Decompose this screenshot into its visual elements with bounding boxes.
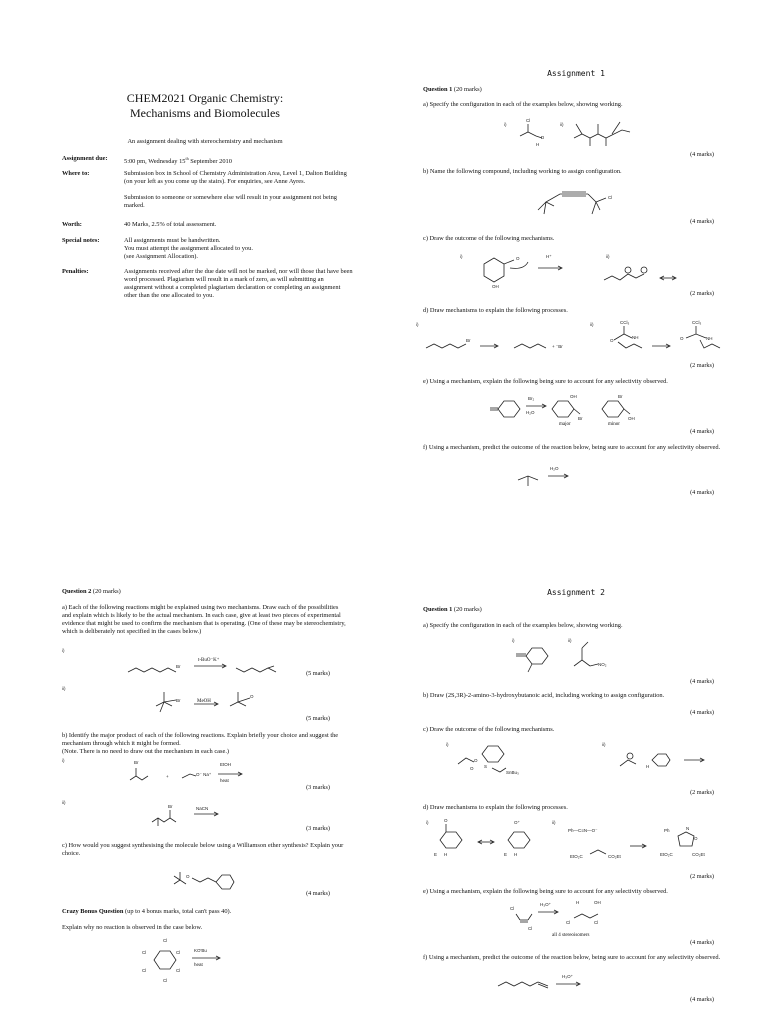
a1-question1-line [423,86,482,94]
a2-b-marks: (4 marks) [690,709,714,716]
q2-b-i-reaction [60,758,310,788]
svg-text:heat: heat [194,962,203,967]
q2-b-ii-reaction [60,800,310,830]
svg-text:Cl: Cl [163,938,168,943]
a1-a-structures [494,114,714,150]
q2-bonus-note: (up to 4 bonus marks, total can't pass 40). [125,908,232,915]
a2-part-c: c) Draw the outcome of the following mechanisms. [423,726,555,733]
svg-text:NO₂: NO₂ [598,662,607,667]
a2-part-f: f) Using a mechanism, predict the outcome of the reaction below, being sure to account for any selectivity observed. [423,954,721,961]
cover-title-line2: Mechanisms and Biomolecules [130,106,280,120]
svg-text:i): i) [426,820,429,825]
svg-text:+: + [166,774,169,779]
a1-e-structures [484,390,714,430]
a1-e-marks: (4 marks) [690,428,714,435]
q2-part-b-note: (Note. There is no need to draw out the mechanism in each case.) [62,748,230,755]
svg-text:ii): ii) [560,122,564,127]
a2-d-marks: (2 marks) [690,873,714,880]
assignment1-page [384,0,768,512]
svg-text:H⁺: H⁺ [546,254,552,259]
q2-title: Question 2 [62,588,92,595]
penalties-text: Assignments received after the due date will not be marked, nor will those that have been word processed. Plagiarism will result in a mark of zero, as will submitting an assignment without a completed plagiarism declaration or completing an assignment other than the one allocated to you. [124,268,353,299]
svg-text:EtO₂C: EtO₂C [570,854,583,859]
assignment2-page [384,512,768,1024]
a1-part-e: e) Using a mechanism, explain the following being sure to account for any selectivity observed. [423,378,668,385]
a2-a-structures [504,636,704,676]
a2-f-structure [494,970,614,994]
q2-part-c: c) How would you suggest synthesising the molecule below using a Williamson ether synthesis? Explain your choice. [62,842,344,857]
a2-question1-line [423,606,482,614]
svg-text:H: H [444,852,448,857]
question2-page [0,512,384,1024]
svg-text:Cl: Cl [163,978,168,983]
svg-text:Cl: Cl [510,906,515,911]
svg-text:ii): ii) [590,322,594,327]
a2-f-marks: (4 marks) [690,996,714,1003]
svg-text:O: O [474,758,478,763]
q2-part-b: b) Identify the major product of each of the following reactions. Explain briefly your choice and suggest the mechanism through which it might be formed. [62,732,339,747]
q2-bonus-structure [140,936,250,986]
svg-text:Cl: Cl [142,950,147,955]
svg-text:H₂O: H₂O [550,466,559,471]
a2-e-note: all 4 stereoisomers [552,933,590,938]
svg-text:O: O [444,818,448,823]
q2-b-ii-marks: (3 marks) [306,825,330,832]
svg-text:Br: Br [134,760,139,765]
a1-e-major: major [559,422,571,427]
svg-text:E: E [504,852,508,857]
a1-f-structure [514,462,594,490]
svg-text:Br₂: Br₂ [528,396,535,401]
a1-b-structure [534,180,654,220]
svg-text:i): i) [504,122,507,127]
svg-text:i): i) [460,254,463,259]
svg-text:Cl: Cl [142,968,147,973]
due-text: 5:00 pm, Wednesday 15th September 2010 [124,156,232,166]
a1-f-marks: (4 marks) [690,489,714,496]
a1-e-minor: minor [608,422,620,427]
a2-d-structures [424,816,724,866]
svg-text:Br: Br [618,394,623,399]
a2-part-e: e) Using a mechanism, explain the following being sure to account for any selectivity observed. [423,888,668,895]
where-label: Where to: [62,170,90,177]
svg-text:H: H [536,142,540,147]
svg-text:H: H [576,900,580,905]
svg-text:Ph: Ph [664,828,670,833]
q2-part-a: a) Each of the following reactions might be explained using two mechanisms. Draw each of the possibilities and explain which is likely to be the actual mechanism. In each case, give at least two pieces of experimental evidence that might be used to confirm the mechanism that is operating. (One of these may be stereochemistry, which is deliberately not specified in the cases below.) [62,604,346,635]
worth-label: Worth: [62,221,82,228]
svg-text:i): i) [416,322,419,327]
svg-text:Cl: Cl [526,118,531,123]
q2-a-i-marks: (5 marks) [306,670,330,677]
svg-text:Br: Br [578,416,583,421]
cover-title-line1: CHEM2021 Organic Chemistry: [126,91,284,105]
svg-text:i): i) [62,648,65,653]
penalties-label: Penalties: [62,268,89,275]
a2-c-structures [434,738,724,782]
a2-c-marks: (2 marks) [690,789,714,796]
q2-a-ii-reaction [60,684,310,716]
svg-text:O⁺: O⁺ [514,820,520,825]
svg-text:OH: OH [570,394,577,399]
svg-text:S: S [484,764,488,769]
svg-text:NH: NH [706,336,713,341]
special-label: Special notes: [62,237,100,244]
a2-part-b: b) Draw (2S,3R)-2-amino-3-hydroxybutanoic acid, including working to assign configuration. [423,692,665,699]
svg-text:Ph—C≡N—O⁻: Ph—C≡N—O⁻ [568,828,598,833]
a1-d-marks: (2 marks) [690,362,714,369]
worth-text: 40 Marks, 2.5% of total assessment. [124,221,217,228]
svg-text:E: E [434,852,438,857]
a2-e-marks: (4 marks) [690,939,714,946]
svg-text:O: O [680,336,684,341]
a2-e-structures [504,898,644,934]
q2-marks: (20 marks) [92,588,121,595]
a1-c-structures [454,250,724,292]
svg-text:NH: NH [632,335,639,340]
a1-part-c: c) Draw the outcome of the following mechanisms. [423,235,555,242]
svg-text:ii): ii) [552,820,556,825]
svg-text:CO₂Et: CO₂Et [692,852,705,857]
q2-a-i-reaction [60,646,310,676]
a1-part-a: a) Specify the configuration in each of the examples below, showing working. [423,101,623,108]
svg-text:Cl: Cl [528,926,533,931]
assignment2-heading: Assignment 2 [547,588,605,597]
q2-heading-line [62,588,121,596]
svg-text:Br: Br [466,338,471,343]
svg-text:Br: Br [176,698,181,703]
svg-text:O: O [186,874,190,879]
svg-text:i): i) [62,758,65,763]
svg-text:CCl₃: CCl₃ [692,320,702,325]
special-text-3: (see Assignment Allocation). [124,253,199,260]
svg-text:H₃O⁺: H₃O⁺ [540,902,551,907]
where-text-2: Submission to someone or somewhere else will result in your assignment not being marked. [124,194,337,209]
svg-text:O: O [250,694,254,699]
svg-text:i): i) [446,742,449,747]
q2-b-i-marks: (3 marks) [306,784,330,791]
due-label: Assignment due: [62,155,108,162]
svg-text:H₂O: H₂O [526,410,535,415]
a1-part-b: b) Name the following compound, including working to assign configuration. [423,168,622,175]
svg-text:Cl: Cl [566,920,571,925]
svg-text:CO₂Et: CO₂Et [608,854,621,859]
cover-page [0,0,384,512]
svg-text:D: D [541,135,545,140]
svg-text:i): i) [512,638,515,643]
svg-text:ii): ii) [602,742,606,747]
svg-text:H: H [646,764,650,769]
svg-text:OH: OH [594,900,601,905]
q2-a-i-reagent: t-BuO⁻K⁺ [198,658,220,663]
a1-d-structures [414,318,734,362]
q2-a-ii-reagent: MeOH [197,699,211,704]
a1-b-marks: (4 marks) [690,218,714,225]
assignment1-heading: Assignment 1 [547,69,605,78]
svg-text:O: O [470,766,474,771]
special-text-2: You must attempt the assignment allocated to you. [124,245,253,252]
a1-part-d: d) Draw mechanisms to explain the following processes. [423,307,568,314]
svg-text:Cl: Cl [176,950,181,955]
a2-question1-title: Question 1 [423,606,453,613]
svg-text:Cl: Cl [608,195,613,200]
svg-text:Br: Br [176,664,181,669]
a1-question1-title: Question 1 [423,86,453,93]
svg-text:EtO₂C: EtO₂C [660,852,673,857]
svg-text:heat: heat [220,778,229,783]
svg-text:O: O [516,256,520,261]
svg-text:ii): ii) [606,254,610,259]
q2-bonus-title: Crazy Bonus Question [62,908,124,915]
svg-text:SnBu₃: SnBu₃ [506,770,519,775]
special-text: All assignments must be handwritten. [124,237,221,244]
q2-bonus-text: Explain why no reaction is observed in the case below. [62,924,203,931]
a2-part-d: d) Draw mechanisms to explain the following processes. [423,804,568,811]
q2-a-ii-marks: (5 marks) [306,715,330,722]
svg-text:ii): ii) [568,638,572,643]
svg-text:H: H [514,852,518,857]
q2-bonus-line [62,908,231,916]
svg-text:H₃O⁺: H₃O⁺ [562,974,573,979]
svg-text:O⁻ Na⁺: O⁻ Na⁺ [196,772,212,777]
q2-c-marks: (4 marks) [306,890,330,897]
q2-c-structure [170,862,250,892]
a2-part-a: a) Specify the configuration in each of the examples below, showing working. [423,622,623,629]
a2-a-marks: (4 marks) [690,678,714,685]
a1-question1-marks: (20 marks) [453,86,482,93]
svg-text:Cl: Cl [176,968,181,973]
a1-part-f: f) Using a mechanism, predict the outcome of the reaction below, being sure to account for any selectivity observed. [423,444,721,451]
svg-text:NaCN: NaCN [196,806,209,811]
svg-text:ii): ii) [62,800,66,805]
svg-text:N: N [686,826,690,831]
a1-c-marks: (2 marks) [690,290,714,297]
svg-text:OH: OH [628,416,635,421]
svg-text:Cl: Cl [594,920,599,925]
svg-text:KO'Bu: KO'Bu [194,948,207,953]
svg-text:O: O [610,338,614,343]
where-text: Submission box in School of Chemistry Administration Area, Level 1, Dalton Building (on your left as you come up the stairs). For enquiries, see Anne Ayres. [124,170,347,185]
a2-question1-marks: (20 marks) [453,606,482,613]
svg-text:Br: Br [168,804,173,809]
svg-text:EtOH: EtOH [220,762,232,767]
svg-text:OH: OH [492,284,499,289]
svg-text:+ ⁻Br: + ⁻Br [552,344,563,349]
svg-text:ii): ii) [62,686,66,691]
svg-text:O: O [694,836,698,841]
cover-subtitle: An assignment dealing with stereochemistry and mechanism [127,138,283,145]
svg-text:CCl₃: CCl₃ [620,320,630,325]
a1-a-marks: (4 marks) [690,151,714,158]
